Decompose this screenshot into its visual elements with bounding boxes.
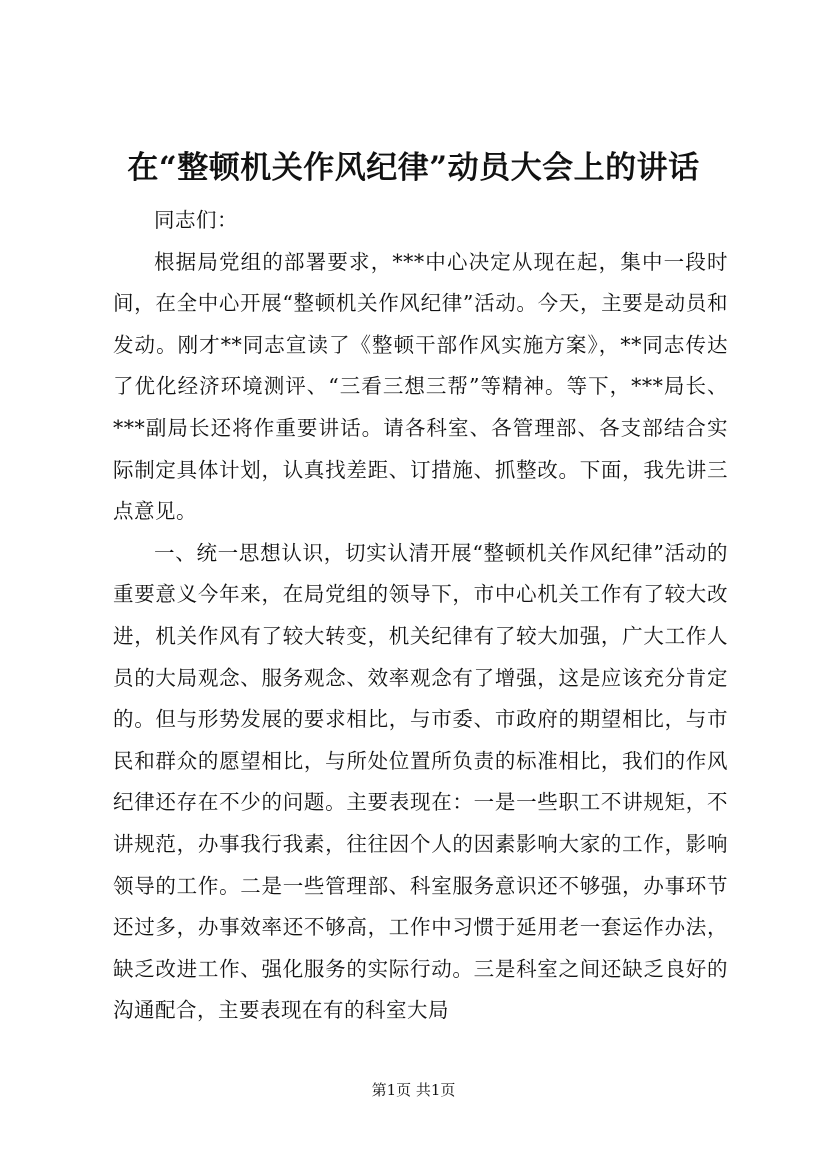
paragraph-section-one: 一、统一思想认识，切实认清开展“整顿机关作风纪律”活动的重要意义今年来，在局党组的领导下，市中心机关工作有了较大改进，机关作风有了较大转变，机关纪律有了较大加强，广大工作人员的大局观念、服务观念、效率观念有了增强，这是应该充分肯定的。但与形势发展的要求相比，与市委、市政府的期望相比，与市民和群众的愿望相比，与所处位置所负责的标准相比，我们的作风纪律还存在不少的问题。主要表现在：一是一些职工不讲规矩，不讲规范，办事我行我素，往往因个人的因素影响大家的工作，影响领导的工作。二是一些管理部、科室服务意识还不够强，办事环节还过多，办事效率还不够高，工作中习惯于延用老一套运作办法，缺乏改进工作、强化服务的实际行动。三是科室之间还缺乏良好的沟通配合，主要表现在有的科室大局 xyxy=(113,540,728,1023)
salutation: 同志们： xyxy=(154,208,238,232)
document-body xyxy=(113,200,728,1032)
page-number-footer: 第1页 共1页 xyxy=(371,1081,456,1099)
paragraph-intro: 根据局党组的部署要求，***中心决定从现在起，集中一段时间，在全中心开展“整顿机关作风纪律”活动。今天，主要是动员和发动。刚才**同志宣读了《整顿干部作风实施方案》，**同志传达了优化经济环境测评、“三看三想三帮”等精神。等下，***局长、***副局长还将作重要讲话。请各科室、各管理部、各支部结合实际制定具体计划，认真找差距、订措施、抓整改。下面，我先讲三点意见。 xyxy=(113,249,728,524)
document-title: 在“整顿机关作风纪律”动员大会上的讲话 xyxy=(127,150,700,186)
